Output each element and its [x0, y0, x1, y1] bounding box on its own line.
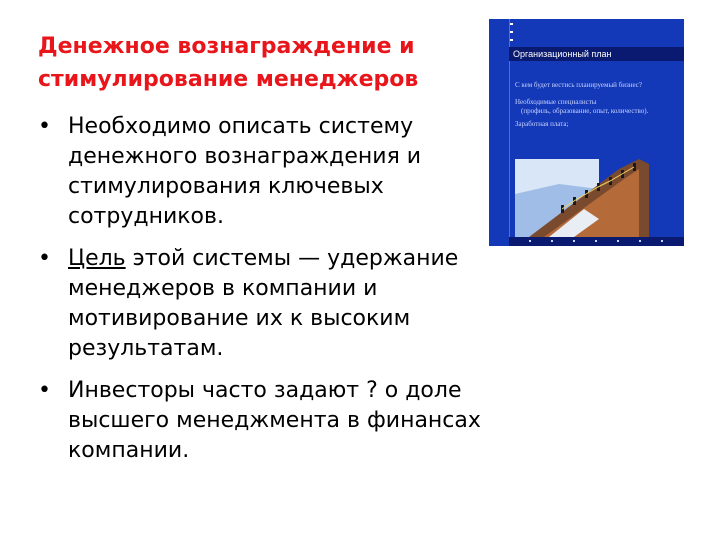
climbers-illustration [489, 19, 684, 246]
bullet-text-line: денежного вознаграждения и [68, 144, 422, 169]
bullet-text-line: высшего менеджмента в финансах [68, 408, 481, 433]
bullet-dot: • [38, 246, 51, 271]
slide-thumbnail-image [489, 19, 684, 246]
bullet-item [38, 376, 518, 466]
bullet-text-line [68, 244, 518, 274]
underlined-term: Цель [68, 246, 126, 271]
thumbnail-item: С кем будет вестись планируемый бизнес? [515, 81, 642, 89]
bullet-item [38, 244, 518, 364]
bullet-text-line: Необходимо описать систему [68, 114, 414, 139]
bullet-list [38, 112, 518, 478]
bullet-text-line: Инвесторы часто задают ? о доле [68, 378, 462, 403]
bullet-text-line: стимулирования ключевых [68, 174, 384, 199]
bullet-text-line: компании. [68, 438, 190, 463]
bullet-text-line: результатам. [68, 336, 224, 361]
thumbnail-item: Необходимые специалисты [515, 98, 597, 106]
thumbnail-item: (профиль, образование, опыт, количество). [521, 107, 649, 115]
slide-title-line: Денежное вознаграждение и [38, 34, 415, 59]
thumbnail-bottom-dots [529, 240, 679, 242]
slide-title-line: стимулирование менеджеров [38, 67, 419, 92]
bullet-text-line: мотивирование их к высоким [68, 306, 411, 331]
thumbnail-title: Организационный план [513, 49, 612, 59]
bullet-text-rest: этой системы — удержание [125, 246, 459, 271]
bullet-dot: • [38, 378, 51, 403]
bullet-item [38, 112, 518, 232]
bullet-text-line: менеджеров в компании и [68, 276, 378, 301]
slide-title [38, 30, 478, 96]
bullet-text-line: сотрудников. [68, 204, 224, 229]
thumbnail-item: Заработная плата; [515, 120, 569, 128]
bullet-dot: • [38, 114, 51, 139]
